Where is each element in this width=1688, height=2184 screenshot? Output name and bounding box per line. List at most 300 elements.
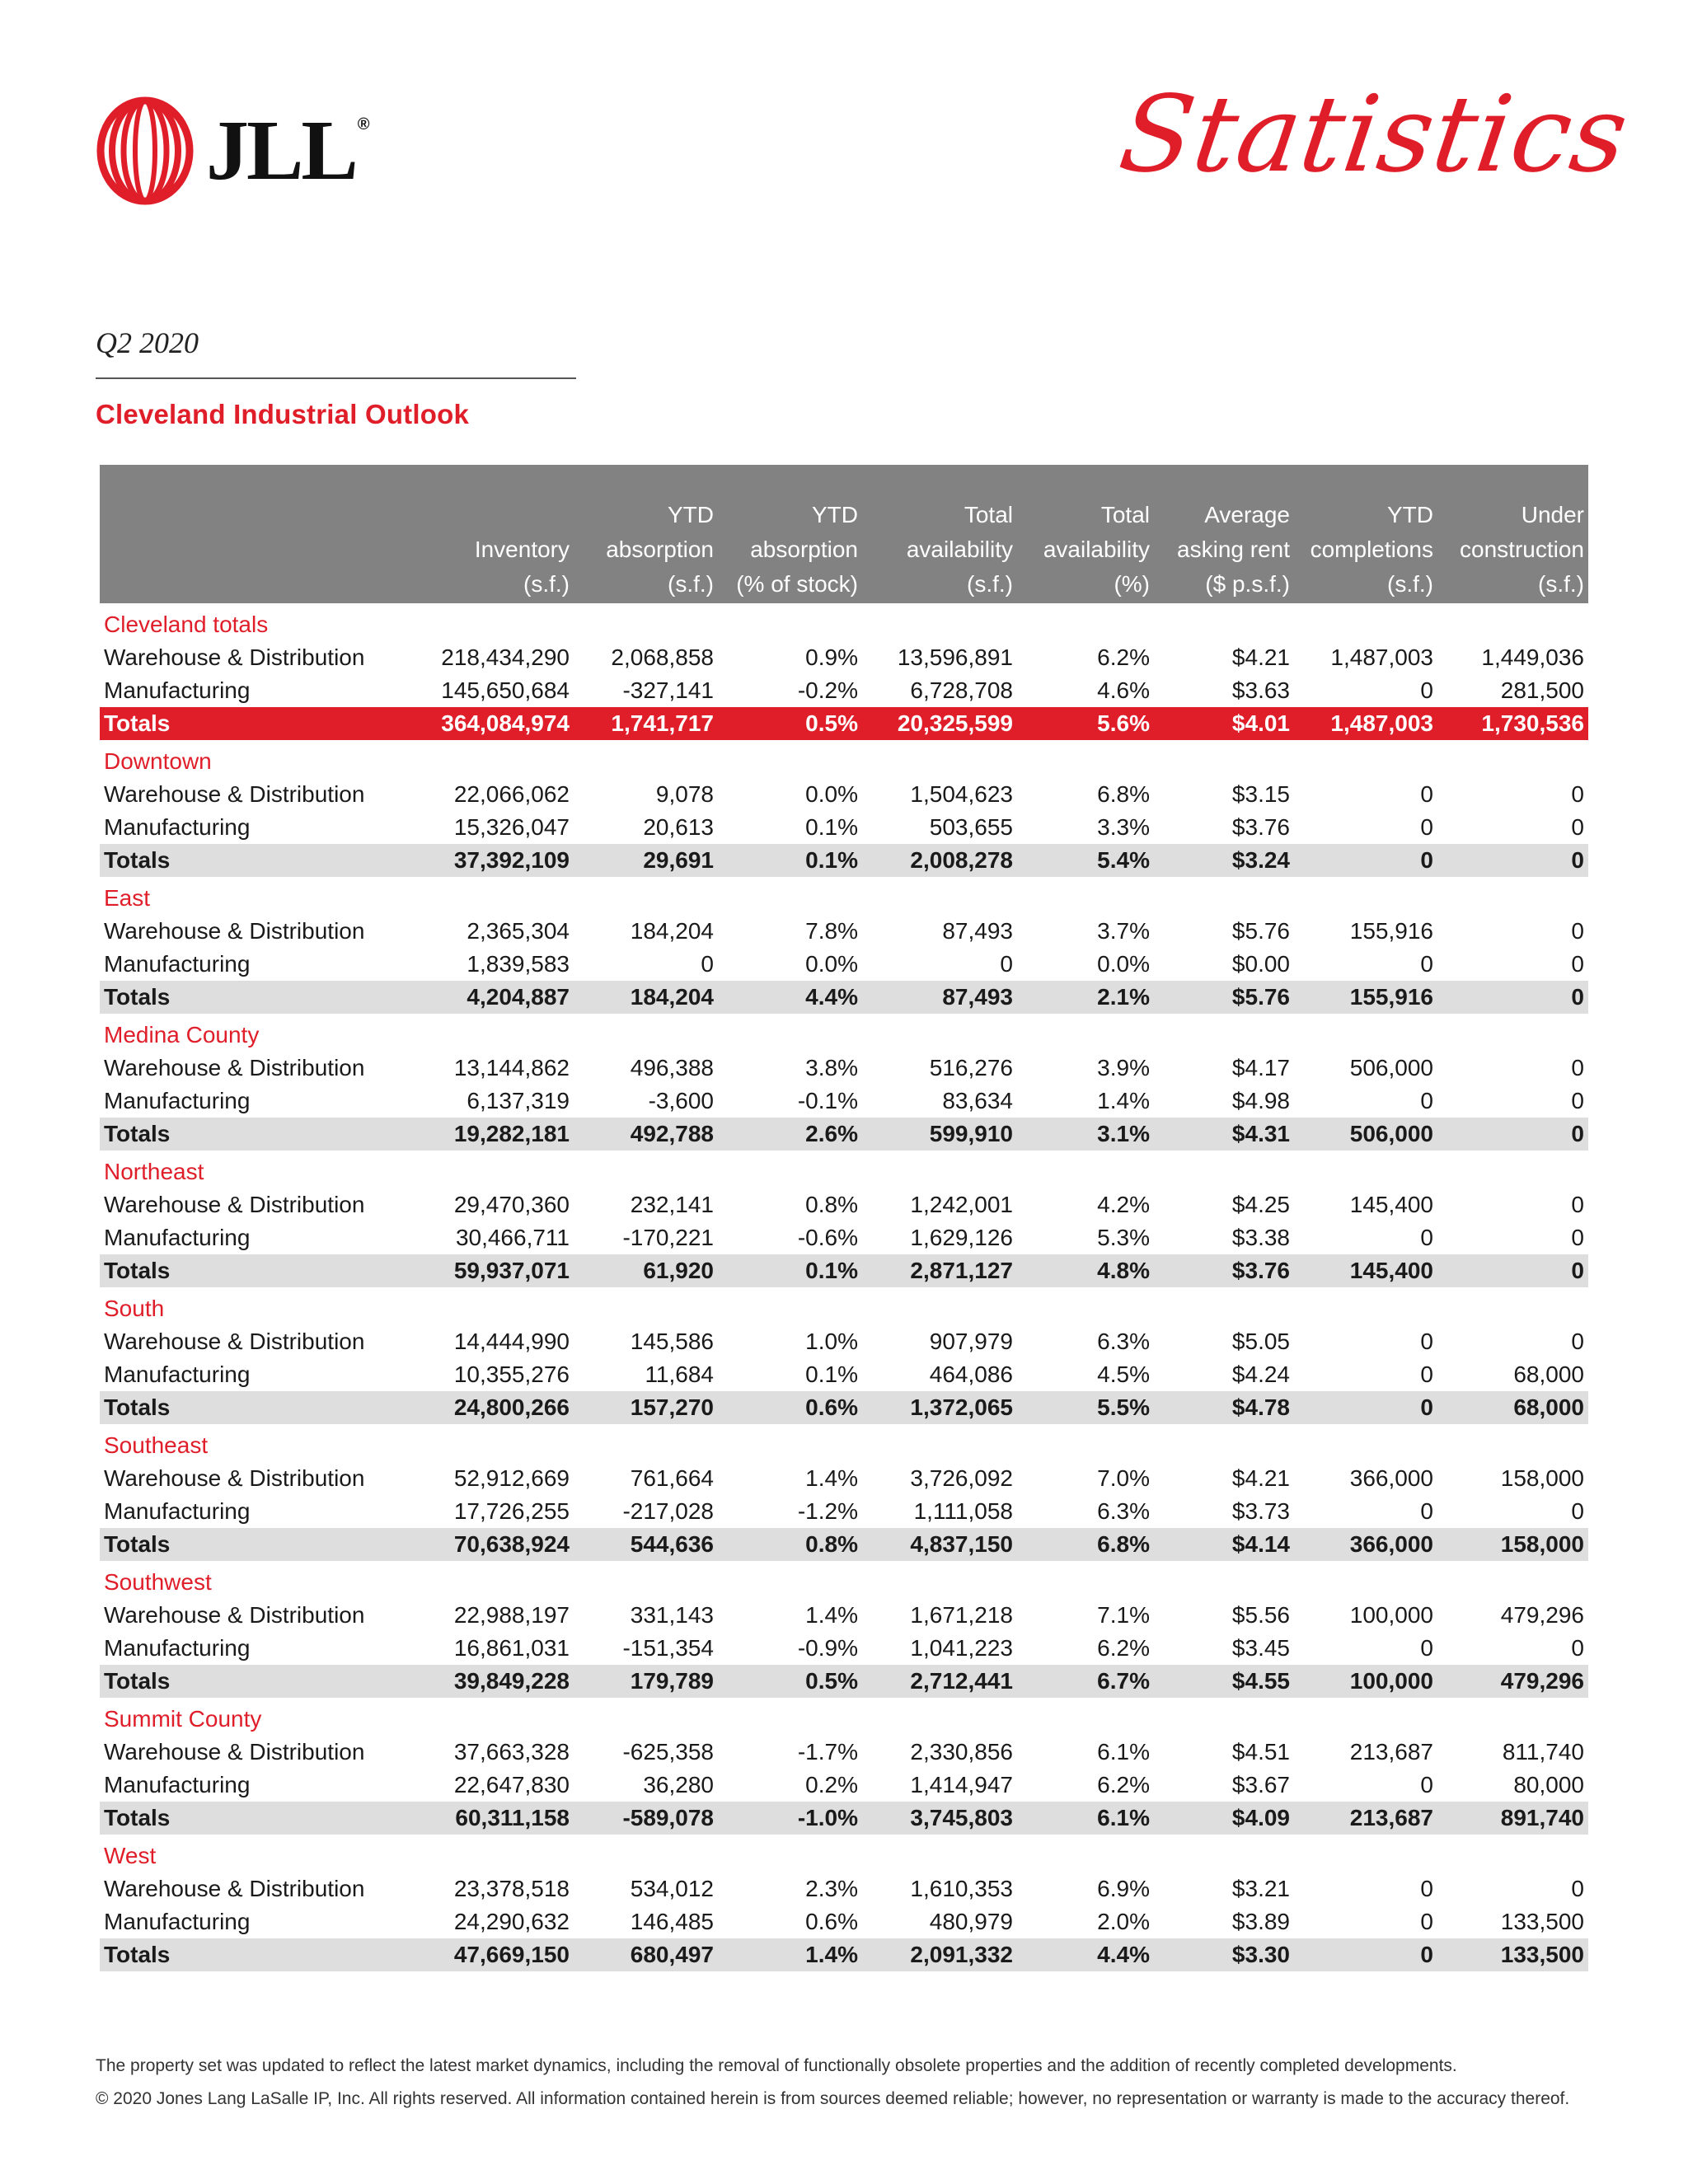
- table-cell: 6.3%: [1097, 1498, 1150, 1524]
- table-cell: 155,916: [1349, 918, 1433, 944]
- table-cell: 17,726,255: [453, 1498, 570, 1524]
- table-cell: 0: [1571, 1329, 1584, 1354]
- row-label: Manufacturing: [104, 951, 251, 977]
- submarket-name: Summit County: [104, 1706, 262, 1732]
- table-cell: 13,596,891: [897, 644, 1013, 670]
- column-header-line: absorption: [750, 537, 858, 562]
- column-header: [1154, 465, 1294, 603]
- table-cell: 133,500: [1500, 1909, 1584, 1934]
- table-cell: -3,600: [648, 1088, 714, 1113]
- table-cell: 5.5%: [1017, 1391, 1154, 1424]
- table-cell: $3.76: [1154, 1254, 1294, 1287]
- table-cell: 213,687: [1294, 1802, 1437, 1835]
- table-cell: 68,000: [1513, 1361, 1584, 1387]
- table-cell: 0.0%: [1097, 951, 1150, 977]
- table-row: [100, 1325, 1588, 1358]
- table-cell: 0: [1571, 1192, 1584, 1217]
- column-header-line: construction: [1460, 537, 1584, 562]
- column-header: [429, 465, 574, 603]
- table-cell: 811,740: [1502, 1739, 1584, 1765]
- row-label: Warehouse & Distribution: [104, 1329, 365, 1354]
- column-header: [1437, 465, 1588, 603]
- table-cell: 158,000: [1500, 1465, 1584, 1491]
- table-cell: -0.1%: [797, 1088, 858, 1113]
- table-cell: 2,330,856: [910, 1739, 1013, 1765]
- table-cell: 761,664: [630, 1465, 714, 1491]
- table-row: [100, 1221, 1588, 1254]
- column-header: [1294, 465, 1437, 603]
- table-cell: 70,638,924: [429, 1528, 574, 1561]
- table-cell: 281,500: [1500, 677, 1584, 703]
- table-cell: 0: [1571, 1498, 1584, 1524]
- footnote-property-set: The property set was updated to reflect the latest market dynamics, including the removal of functionally obsolete properties and the addition of recently completed developments.: [96, 2056, 1457, 2075]
- table-cell: 0: [1294, 1391, 1437, 1424]
- column-header-line: YTD: [812, 502, 858, 527]
- column-header: [862, 465, 1017, 603]
- table-cell: 1,629,126: [910, 1225, 1013, 1250]
- table-cell: -1.0%: [718, 1802, 862, 1835]
- table-cell: 1.4%: [805, 1465, 858, 1491]
- table-cell: 10,355,276: [453, 1361, 570, 1387]
- table-cell: 0.8%: [718, 1528, 862, 1561]
- table-cell: 60,311,158: [429, 1802, 574, 1835]
- totals-row: [100, 1254, 1588, 1287]
- table-cell: 3,745,803: [862, 1802, 1017, 1835]
- table-cell: 0: [1420, 951, 1433, 977]
- table-cell: 157,270: [574, 1391, 718, 1424]
- table-cell: 1,487,003: [1294, 707, 1437, 740]
- table-cell: $4.31: [1154, 1118, 1294, 1151]
- table-cell: 480,979: [929, 1909, 1013, 1934]
- table-row: [100, 778, 1588, 811]
- submarket-heading-row: [100, 1287, 1588, 1325]
- table-row: [100, 1085, 1588, 1118]
- table-cell: -0.2%: [797, 677, 858, 703]
- table-cell: $3.89: [1231, 1909, 1290, 1934]
- table-cell: 2,008,278: [862, 844, 1017, 877]
- table-cell: 1.4%: [805, 1602, 858, 1628]
- row-label: Manufacturing: [104, 1225, 251, 1250]
- column-header-line: completions: [1310, 537, 1433, 562]
- table-cell: 14,444,990: [453, 1329, 570, 1354]
- column-header-line: (s.f.): [668, 571, 714, 597]
- table-cell: 0: [1294, 844, 1437, 877]
- logo-wordmark: JLL ®: [206, 103, 368, 198]
- divider: [96, 377, 576, 379]
- table-cell: 7.1%: [1097, 1602, 1150, 1628]
- table-row: [100, 1495, 1588, 1528]
- table-cell: 47,669,150: [429, 1938, 574, 1971]
- table-row: [100, 1462, 1588, 1495]
- table-cell: 0: [1000, 951, 1013, 977]
- submarket-name: Northeast: [104, 1159, 204, 1184]
- row-label: Totals: [100, 1802, 429, 1835]
- table-cell: $3.73: [1231, 1498, 1290, 1524]
- table-cell: 232,141: [630, 1192, 714, 1217]
- table-cell: 0: [1420, 1225, 1433, 1250]
- table-cell: 36,280: [643, 1772, 714, 1797]
- table-cell: 0.1%: [718, 1254, 862, 1287]
- column-header: [100, 465, 429, 603]
- table-cell: 0: [1420, 1772, 1433, 1797]
- column-header-line: [100, 498, 425, 532]
- table-cell: 0.6%: [718, 1391, 862, 1424]
- table-cell: 6.1%: [1017, 1802, 1154, 1835]
- totals-row: [100, 1528, 1588, 1561]
- table-cell: 0: [1571, 1225, 1584, 1250]
- table-cell: 506,000: [1349, 1055, 1433, 1080]
- table-cell: 100,000: [1349, 1602, 1433, 1628]
- table-cell: 366,000: [1294, 1528, 1437, 1561]
- table-cell: 0: [1571, 781, 1584, 807]
- table-cell: 158,000: [1437, 1528, 1588, 1561]
- table-cell: 2.3%: [805, 1876, 858, 1901]
- table-row: [100, 1632, 1588, 1665]
- table-cell: 6.2%: [1097, 644, 1150, 670]
- submarket-name: Southeast: [104, 1432, 209, 1458]
- table-cell: 29,470,360: [453, 1192, 570, 1217]
- table-cell: 2.6%: [718, 1118, 862, 1151]
- column-header-line: (% of stock): [736, 571, 858, 597]
- table-cell: 52,912,669: [453, 1465, 570, 1491]
- row-label: Totals: [100, 981, 429, 1014]
- table-row: [100, 1769, 1588, 1802]
- table-cell: 22,647,830: [453, 1772, 570, 1797]
- table-cell: 2,871,127: [862, 1254, 1017, 1287]
- table-cell: 213,687: [1349, 1739, 1433, 1765]
- table-cell: 0.0%: [805, 951, 858, 977]
- row-label: Warehouse & Distribution: [104, 918, 365, 944]
- table-cell: 4.4%: [718, 981, 862, 1014]
- table-cell: -625,358: [622, 1739, 714, 1765]
- column-header-line: Total: [1100, 502, 1150, 527]
- table-cell: 19,282,181: [429, 1118, 574, 1151]
- table-cell: 0.8%: [805, 1192, 858, 1217]
- table-cell: 5.6%: [1017, 707, 1154, 740]
- table-cell: $3.30: [1154, 1938, 1294, 1971]
- table-cell: 1,041,223: [910, 1635, 1013, 1661]
- table-cell: 1,111,058: [913, 1498, 1013, 1524]
- table-cell: 0: [1420, 1876, 1433, 1901]
- quarter-label: Q2 2020: [96, 326, 199, 359]
- table-row: [100, 641, 1588, 674]
- table-row: [100, 1358, 1588, 1391]
- table-cell: 544,636: [574, 1528, 718, 1561]
- table-cell: 1,242,001: [910, 1192, 1013, 1217]
- submarket-name: Medina County: [104, 1022, 260, 1047]
- table-cell: 9,078: [655, 781, 714, 807]
- table-cell: 464,086: [929, 1361, 1013, 1387]
- table-cell: 0: [1437, 844, 1588, 877]
- table-cell: 5.3%: [1097, 1225, 1150, 1250]
- row-label: Totals: [100, 1665, 429, 1698]
- submarket-name: Cleveland totals: [104, 612, 269, 637]
- table-cell: 23,378,518: [453, 1876, 570, 1901]
- column-header-line: (s.f.): [1538, 571, 1584, 597]
- row-label: Warehouse & Distribution: [104, 1465, 365, 1491]
- row-label: Manufacturing: [104, 1772, 251, 1797]
- table-cell: 3.8%: [805, 1055, 858, 1080]
- table-cell: $3.24: [1154, 844, 1294, 877]
- table-row: [100, 1905, 1588, 1938]
- table-cell: 2,091,332: [862, 1938, 1017, 1971]
- table-cell: $4.78: [1154, 1391, 1294, 1424]
- table-cell: 0: [1571, 1635, 1584, 1661]
- table-cell: 3.1%: [1017, 1118, 1154, 1151]
- table-cell: 0: [1420, 814, 1433, 840]
- table-cell: 3.7%: [1097, 918, 1150, 944]
- column-header: [1017, 465, 1154, 603]
- statistics-table: [100, 465, 1588, 1971]
- table-cell: 37,392,109: [429, 844, 574, 877]
- page-header: Statistics: [1113, 73, 1636, 196]
- table-cell: 61,920: [574, 1254, 718, 1287]
- table-row: [100, 1872, 1588, 1905]
- table-cell: -217,028: [622, 1498, 714, 1524]
- table-cell: -0.6%: [797, 1225, 858, 1250]
- row-label: Warehouse & Distribution: [104, 1602, 365, 1628]
- table-cell: 20,325,599: [862, 707, 1017, 740]
- row-label: Warehouse & Distribution: [104, 1192, 365, 1217]
- table-cell: -327,141: [622, 677, 714, 703]
- row-label: Warehouse & Distribution: [104, 1055, 365, 1080]
- table-cell: 6.1%: [1097, 1739, 1150, 1765]
- table-cell: 1.4%: [718, 1938, 862, 1971]
- table-row: [100, 1188, 1588, 1221]
- table-cell: 6.7%: [1017, 1665, 1154, 1698]
- table-cell: 0: [1437, 1118, 1588, 1151]
- row-label: Manufacturing: [104, 814, 251, 840]
- table-cell: 2.0%: [1097, 1909, 1150, 1934]
- table-cell: 3,726,092: [910, 1465, 1013, 1491]
- table-cell: $5.56: [1231, 1602, 1290, 1628]
- totals-row: [100, 981, 1588, 1014]
- table-cell: 0.2%: [805, 1772, 858, 1797]
- table-cell: 479,296: [1500, 1602, 1584, 1628]
- column-header-line: ($ p.s.f.): [1205, 571, 1290, 597]
- table-cell: 1,414,947: [910, 1772, 1013, 1797]
- table-cell: 0.6%: [805, 1909, 858, 1934]
- table-cell: 0: [1571, 1055, 1584, 1080]
- table-row: [100, 811, 1588, 844]
- submarket-name: Downtown: [104, 748, 212, 774]
- table-cell: 29,691: [574, 844, 718, 877]
- footnote-copyright: © 2020 Jones Lang LaSalle IP, Inc. All rights reserved. All information contained herein is from sources deemed reliable; however, no representation or warranty is made to the accuracy thereof.: [96, 2089, 1570, 2108]
- table-cell: $3.38: [1231, 1225, 1290, 1250]
- table-cell: 6.8%: [1017, 1528, 1154, 1561]
- row-label: Manufacturing: [104, 1909, 251, 1934]
- table-cell: $4.51: [1231, 1739, 1290, 1765]
- row-label: Totals: [100, 1528, 429, 1561]
- table-cell: 516,276: [929, 1055, 1013, 1080]
- submarket-heading-row: [100, 1561, 1588, 1599]
- table-cell: 0: [701, 951, 714, 977]
- table-cell: -1.7%: [797, 1739, 858, 1765]
- table-cell: 87,493: [862, 981, 1017, 1014]
- table-cell: 0: [1294, 1938, 1437, 1971]
- row-label: Manufacturing: [104, 1498, 251, 1524]
- column-header-line: availability: [1043, 537, 1150, 562]
- table-cell: 6.8%: [1097, 781, 1150, 807]
- row-label: Manufacturing: [104, 1361, 251, 1387]
- table-cell: 100,000: [1294, 1665, 1437, 1698]
- table-cell: 4,204,887: [429, 981, 574, 1014]
- table-cell: 4,837,150: [862, 1528, 1017, 1561]
- table-cell: $5.05: [1231, 1329, 1290, 1354]
- table-cell: 1,487,003: [1330, 644, 1433, 670]
- column-header-line: (s.f.): [523, 571, 570, 597]
- table-cell: 0.1%: [718, 844, 862, 877]
- row-label: Warehouse & Distribution: [104, 781, 365, 807]
- table-cell: 30,466,711: [455, 1225, 570, 1250]
- table-cell: $3.45: [1231, 1635, 1290, 1661]
- column-header-line: Total: [964, 502, 1013, 527]
- table-cell: 155,916: [1294, 981, 1437, 1014]
- table-cell: 24,290,632: [453, 1909, 570, 1934]
- table-cell: 145,400: [1294, 1254, 1437, 1287]
- table-cell: -170,221: [622, 1225, 714, 1250]
- table-cell: $4.14: [1154, 1528, 1294, 1561]
- table-cell: 534,012: [630, 1876, 714, 1901]
- table-cell: $4.25: [1231, 1192, 1290, 1217]
- table-cell: 80,000: [1513, 1772, 1584, 1797]
- table-cell: $4.01: [1154, 707, 1294, 740]
- table-cell: 3.9%: [1097, 1055, 1150, 1080]
- table-cell: 6,137,319: [467, 1088, 570, 1113]
- table-cell: -0.9%: [797, 1635, 858, 1661]
- column-header-line: [100, 532, 425, 567]
- table-cell: 0.1%: [805, 1361, 858, 1387]
- report-title: Cleveland Industrial Outlook: [96, 399, 470, 429]
- submarket-name: Southwest: [104, 1569, 212, 1595]
- table-cell: 20,613: [643, 814, 714, 840]
- table-cell: 7.0%: [1097, 1465, 1150, 1491]
- table-cell: 13,144,862: [453, 1055, 570, 1080]
- totals-row: [100, 1118, 1588, 1151]
- table-cell: $3.21: [1231, 1876, 1290, 1901]
- table-row: [100, 948, 1588, 981]
- table-cell: 16,861,031: [453, 1635, 570, 1661]
- table-cell: 506,000: [1294, 1118, 1437, 1151]
- table-cell: 184,204: [574, 981, 718, 1014]
- table-cell: 1,610,353: [910, 1876, 1013, 1901]
- table-cell: 145,400: [1349, 1192, 1433, 1217]
- table-cell: $3.76: [1231, 814, 1290, 840]
- table-cell: 0: [1420, 1635, 1433, 1661]
- table-cell: $4.21: [1231, 644, 1290, 670]
- column-header-line: (s.f.): [1387, 571, 1433, 597]
- table-cell: 87,493: [942, 918, 1013, 944]
- submarket-name: West: [104, 1843, 157, 1868]
- submarket-name: South: [104, 1296, 165, 1321]
- table-cell: 218,434,290: [441, 644, 570, 670]
- table-cell: 83,634: [942, 1088, 1013, 1113]
- table-cell: 59,937,071: [429, 1254, 574, 1287]
- table-cell: -151,354: [622, 1635, 714, 1661]
- table-cell: 1,504,623: [910, 781, 1013, 807]
- totals-row: [100, 1938, 1588, 1971]
- table-cell: 2,365,304: [467, 918, 570, 944]
- table-row: [100, 1599, 1588, 1632]
- column-header: [718, 465, 862, 603]
- table-cell: 7.8%: [805, 918, 858, 944]
- table-cell: 11,684: [645, 1361, 714, 1387]
- table-cell: 68,000: [1437, 1391, 1588, 1424]
- table-cell: 24,800,266: [429, 1391, 574, 1424]
- row-label: Totals: [100, 844, 429, 877]
- table-cell: 0: [1437, 981, 1588, 1014]
- table-cell: 1,671,218: [910, 1602, 1013, 1628]
- table-cell: 0: [1420, 1909, 1433, 1934]
- totals-row: [100, 844, 1588, 877]
- table-cell: -1.2%: [797, 1498, 858, 1524]
- table-cell: 39,849,228: [429, 1665, 574, 1698]
- table-cell: $5.76: [1154, 981, 1294, 1014]
- table-cell: 599,910: [862, 1118, 1017, 1151]
- table-header: [100, 465, 1588, 603]
- submarket-heading-row: [100, 1151, 1588, 1188]
- table-cell: 6.3%: [1097, 1329, 1150, 1354]
- table-cell: 4.6%: [1097, 677, 1150, 703]
- table-cell: 496,388: [630, 1055, 714, 1080]
- totals-row: [100, 1391, 1588, 1424]
- table-cell: 1,372,065: [862, 1391, 1017, 1424]
- table-cell: 503,655: [929, 814, 1013, 840]
- table-cell: 184,204: [630, 918, 714, 944]
- submarket-heading-row: [100, 877, 1588, 915]
- column-header-line: [429, 498, 570, 532]
- table-cell: 6.2%: [1097, 1635, 1150, 1661]
- totals-row: [100, 1665, 1588, 1698]
- submarket-heading-row: [100, 1835, 1588, 1872]
- table-cell: 0: [1420, 677, 1433, 703]
- table-cell: 179,789: [574, 1665, 718, 1698]
- row-label: Totals: [100, 1391, 429, 1424]
- row-label: Totals: [100, 1938, 429, 1971]
- table-row: [100, 1736, 1588, 1769]
- table-cell: 366,000: [1349, 1465, 1433, 1491]
- table-cell: 1.4%: [1097, 1088, 1150, 1113]
- table-cell: 145,586: [630, 1329, 714, 1354]
- row-label: Manufacturing: [104, 677, 251, 703]
- table-cell: 4.5%: [1097, 1361, 1150, 1387]
- table-cell: 0: [1571, 1876, 1584, 1901]
- submarket-name: East: [104, 885, 151, 911]
- table-cell: 0: [1420, 1329, 1433, 1354]
- table-cell: $4.09: [1154, 1802, 1294, 1835]
- table-cell: $3.67: [1231, 1772, 1290, 1797]
- submarket-heading-row: [100, 1424, 1588, 1462]
- table-cell: 680,497: [574, 1938, 718, 1971]
- table-cell: 0: [1420, 1361, 1433, 1387]
- table-cell: -589,078: [574, 1802, 718, 1835]
- table-cell: 4.8%: [1017, 1254, 1154, 1287]
- table-cell: 0: [1571, 951, 1584, 977]
- table-row: [100, 915, 1588, 948]
- submarket-heading-row: [100, 740, 1588, 778]
- table-cell: 4.2%: [1097, 1192, 1150, 1217]
- table-cell: $3.15: [1231, 781, 1290, 807]
- table-cell: 4.4%: [1017, 1938, 1154, 1971]
- column-header-line: YTD: [668, 502, 714, 527]
- table-row: [100, 1052, 1588, 1085]
- submarket-heading-row: [100, 1698, 1588, 1736]
- table-cell: 1,730,536: [1437, 707, 1588, 740]
- table-cell: 6,728,708: [910, 677, 1013, 703]
- column-header: [574, 465, 718, 603]
- table-cell: 2,068,858: [611, 644, 714, 670]
- row-label: Warehouse & Distribution: [104, 644, 365, 670]
